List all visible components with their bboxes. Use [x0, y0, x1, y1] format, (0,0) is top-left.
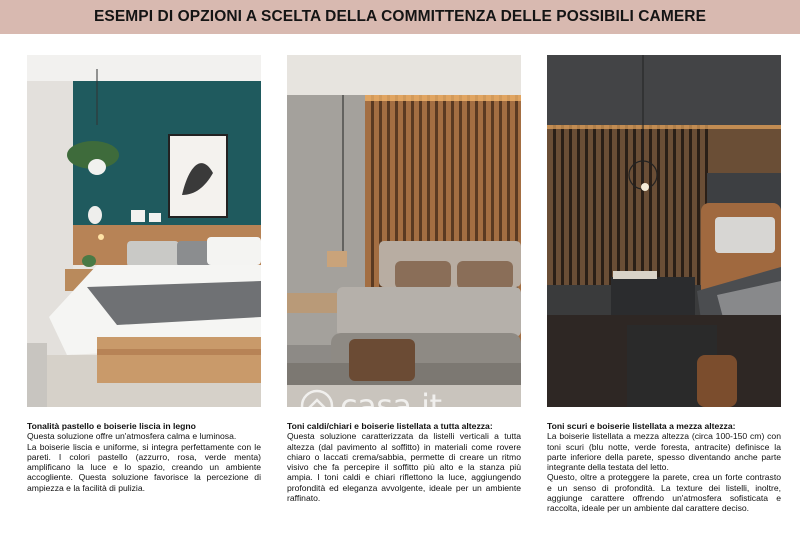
caption-title: Tonalità pastello e boiserie liscia in legno: [27, 421, 196, 431]
caption-paragraph: Questa soluzione offre un'atmosfera calma e luminosa.: [27, 431, 237, 442]
header-banner: [0, 0, 800, 34]
page-title: ESEMPI DI OPZIONI A SCELTA DELLA COMMITTENZA DELLE POSSIBILI CAMERE: [93, 8, 707, 25]
caption-pastel: [27, 421, 261, 493]
caption-paragraph: Questo, oltre a proteggere la parete, crea un forte contrasto e un senso di profondità. La texture dei listelli, inoltre, aggiunge carattere offrendo un'atmosfera sofisticata e raccolta, ideale per un ambiente dal carattere deciso.: [547, 472, 781, 514]
bedroom-photo-warm-slatted: [287, 55, 521, 407]
watermark: [300, 386, 442, 426]
bedroom-photo-dark-slatted: [547, 55, 781, 407]
watermark-text: casa.it: [340, 387, 442, 425]
caption-title: Toni scuri e boiserie listellata a mezza altezza:: [547, 421, 736, 431]
caption-paragraph: La boiserie liscia e uniforme, si integra perfettamente con le pareti. I colori pastello (azzurro, rosa, verde menta) amplificano la luce e lo spazio, creando un ambiente accogliente. Questa soluzione favorisce la percezione di ampiezza e la facilità di pulizia.: [27, 441, 261, 493]
house-icon: [300, 389, 334, 423]
caption-warm-slatted: [287, 421, 521, 503]
caption-paragraph: La boiserie listellata a mezza altezza (circa 100-150 cm) con toni scuri (blu notte, verde foresta, antracite) definisce la parte inferiore della parete, spesso diventando anche parte integrante della testata del letto.: [547, 431, 781, 473]
caption-title: Toni caldi/chiari e boiserie listellata a tutta altezza:: [287, 421, 493, 431]
bedroom-photo-pastel: [27, 55, 261, 407]
caption-dark-slatted: [547, 421, 781, 514]
caption-paragraph: Questa soluzione caratterizzata da listelli verticali a tutta altezza (dal pavimento al soffitto) in materiali come rovere chiaro o laccati crema/sabbia, permette di creare un ritmo visivo che fa percepire il soffitto più alto e la stanza più ampia. I toni caldi e chiari riflettono la luce, aggiungendo profondità ed eleganza avvolgente, ideale per un ambiente raffinato.: [287, 431, 521, 504]
